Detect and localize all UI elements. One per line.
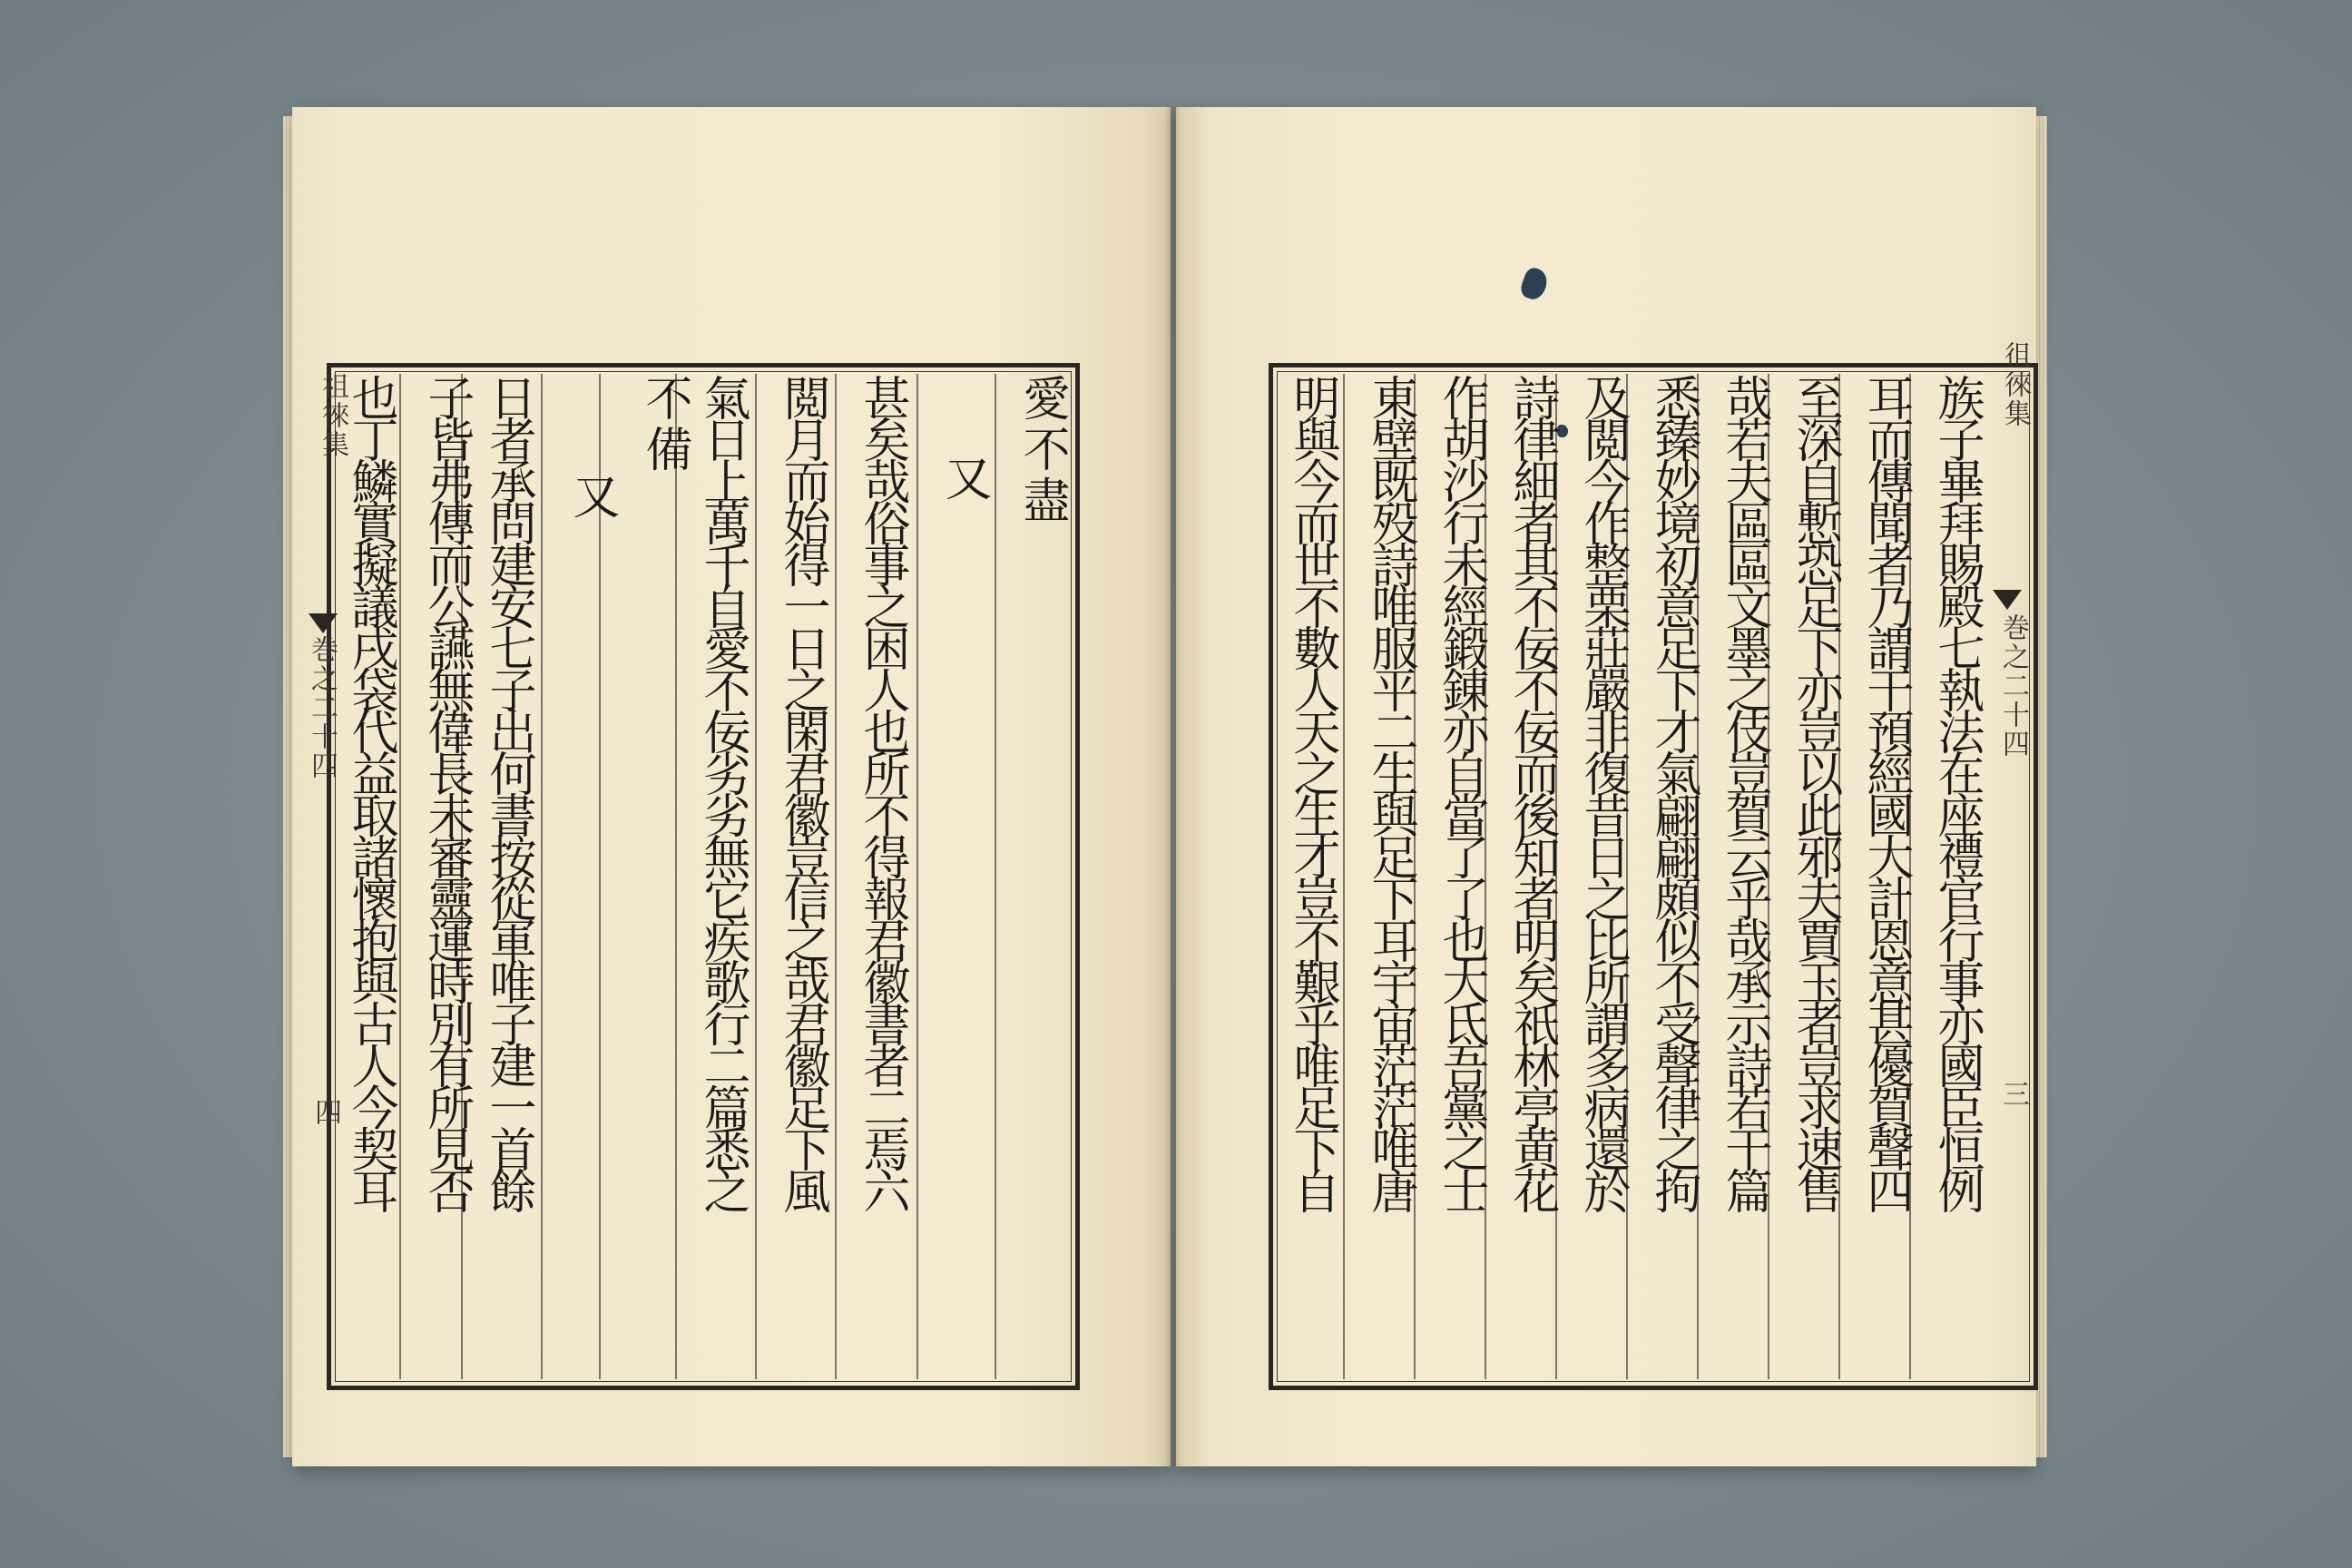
right-column-2: 耳而傳聞者乃謂干預經國大計恩意甚優賀聲四 [1858,374,1913,1209]
right-column-3: 至深自慙恐足下亦豈以此邪夫賈玉者豈求速售 [1788,374,1842,1209]
left-margin-volume: 巻之二十四 [306,635,338,780]
left-margin-title: 祖徠集 [317,372,348,459]
right-margin-volume: 巻之二十四 [1997,613,2029,759]
column-rule [541,374,543,1379]
right-column-1: 族子畢拜賜殿七執法在座禮官行事亦國臣恒例 [1929,374,1984,1209]
right-column-7: 詩律細者其不佞不佞而後知者明矣祇林亭黄花 [1504,374,1559,1209]
right-column-8: 作胡沙行未經鍛錬亦自當了了也大氐吾黨之士 [1434,374,1488,1209]
left-column-4: 閲月而始得一日之閑君徽豈信之哉君徽足下風 [775,374,829,1209]
left-column-8: 日者承問建安七子出何書按從軍唯子建一首餘 [481,374,535,1209]
left-column-2: 又 [936,454,991,505]
left-margin-folio: 四 [309,1098,341,1127]
right-column-4: 哉若夫區區文墨之伎豈賀云乎哉承示詩若干篇 [1717,374,1771,1209]
left-column-7: 又 [564,472,619,523]
column-rule [995,374,996,1379]
right-fishtail-mark [1993,590,2022,610]
right-column-5: 悉臻妙境初意足下才氣翩翩頗似不受聲律之拘 [1646,374,1700,1209]
column-rule [835,374,837,1379]
book-gutter [1165,107,1181,1466]
left-column-1: 愛不盡 [1014,374,1069,526]
left-column-10: 也丁鱗實擬議戌袋代益取諸懷抱與古人今契耳 [343,374,397,1209]
left-column-9: 子皆弗傳而公讌無偉長未審靈運時別有所見否 [419,374,474,1209]
right-column-9: 東壁既殁詩唯服平二生與足下耳宇宙茫茫唯唐 [1363,374,1417,1209]
left-fishtail-mark [309,613,338,633]
left-column-5: 氣日上萬千自愛不佞劣劣無它疾歌行二篇悉之 [695,374,750,1209]
left-column-6: 不備 [637,374,691,475]
right-margin-title: 徂徠集 [1999,341,2031,428]
right-margin-folio: 三 [1997,1080,2029,1109]
right-column-6: 及閲今作整栗莊嚴非復昔日之比所謂多病還於 [1575,374,1630,1209]
column-rule [399,374,401,1379]
left-column-3: 甚矣哉俗事之困人也所不得報君徽書者二焉六 [855,374,909,1209]
column-rule [916,374,918,1379]
column-rule [755,374,757,1379]
right-column-10: 明與今而世不數人天之生才豈不艱乎唯足下自 [1285,374,1339,1209]
column-rule [1343,374,1345,1379]
